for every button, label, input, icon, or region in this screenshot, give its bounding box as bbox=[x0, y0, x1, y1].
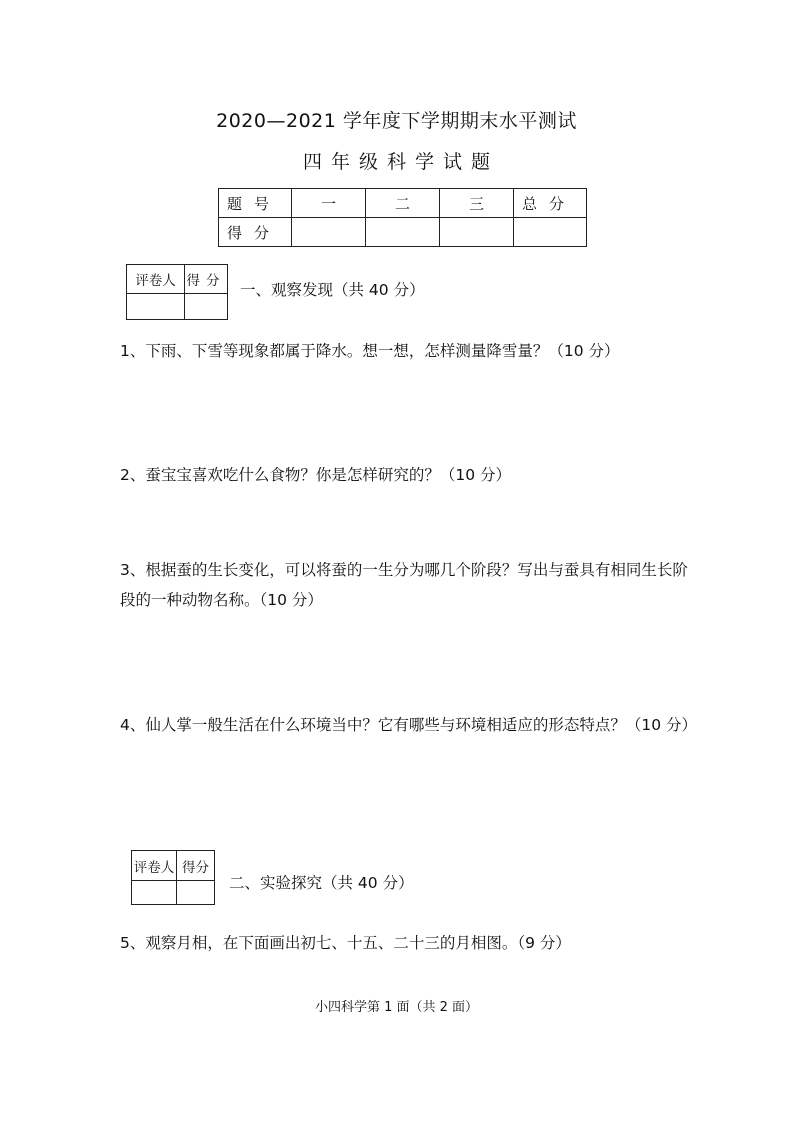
page-footer: 小四科学第 1 面（共 2 面） bbox=[314, 1000, 479, 1015]
reviewer-cell[interactable] bbox=[127, 294, 185, 320]
score-row-label: 得分 bbox=[219, 218, 292, 247]
question-3: 3、根据蚕的生长变化，可以将蚕的一生分为哪几个阶段？写出与蚕具有相同生长阶段的一种动物名称。（10 分） bbox=[120, 561, 688, 609]
reviewer-cell[interactable] bbox=[132, 881, 177, 905]
question-1: 1、下雨、下雪等现象都属于降水。想一想，怎样测量降雪量？（10 分） bbox=[120, 342, 620, 360]
score-header-cell: 一 bbox=[292, 189, 366, 218]
score-cell[interactable] bbox=[292, 218, 366, 247]
score-table bbox=[218, 188, 587, 247]
score-table-header-row bbox=[219, 189, 587, 218]
score-header-cell: 三 bbox=[440, 189, 514, 218]
review-box bbox=[131, 850, 215, 905]
page-subtitle: 四年级科学试题 bbox=[302, 151, 499, 173]
section-title: 一、观察发现（共 40 分） bbox=[240, 281, 425, 299]
score-header-cell: 题号 bbox=[219, 189, 292, 218]
score-table-score-row bbox=[219, 218, 587, 247]
reviewer-label: 评卷人 bbox=[132, 851, 177, 881]
question-2: 2、蚕宝宝喜欢吃什么食物？你是怎样研究的？（10 分） bbox=[120, 466, 512, 484]
reviewer-label: 评卷人 bbox=[127, 265, 185, 294]
section-title: 二、实验探究（共 40 分） bbox=[229, 874, 414, 892]
review-score-label: 得分 bbox=[185, 265, 228, 294]
review-score-label: 得分 bbox=[177, 851, 215, 881]
score-cell[interactable] bbox=[440, 218, 514, 247]
review-box bbox=[126, 264, 228, 320]
question-5: 5、观察月相，在下面画出初七、十五、二十三的月相图。（9 分） bbox=[120, 934, 571, 952]
question-4: 4、仙人掌一般生活在什么环境当中？它有哪些与环境相适应的形态特点？（10 分） bbox=[120, 716, 698, 734]
review-score-cell[interactable] bbox=[177, 881, 215, 905]
score-cell[interactable] bbox=[366, 218, 440, 247]
score-header-cell: 二 bbox=[366, 189, 440, 218]
score-cell[interactable] bbox=[514, 218, 587, 247]
score-header-cell: 总分 bbox=[514, 189, 587, 218]
page-title: 2020—2021 学年度下学期期末水平测试 bbox=[216, 110, 577, 132]
review-score-cell[interactable] bbox=[185, 294, 228, 320]
